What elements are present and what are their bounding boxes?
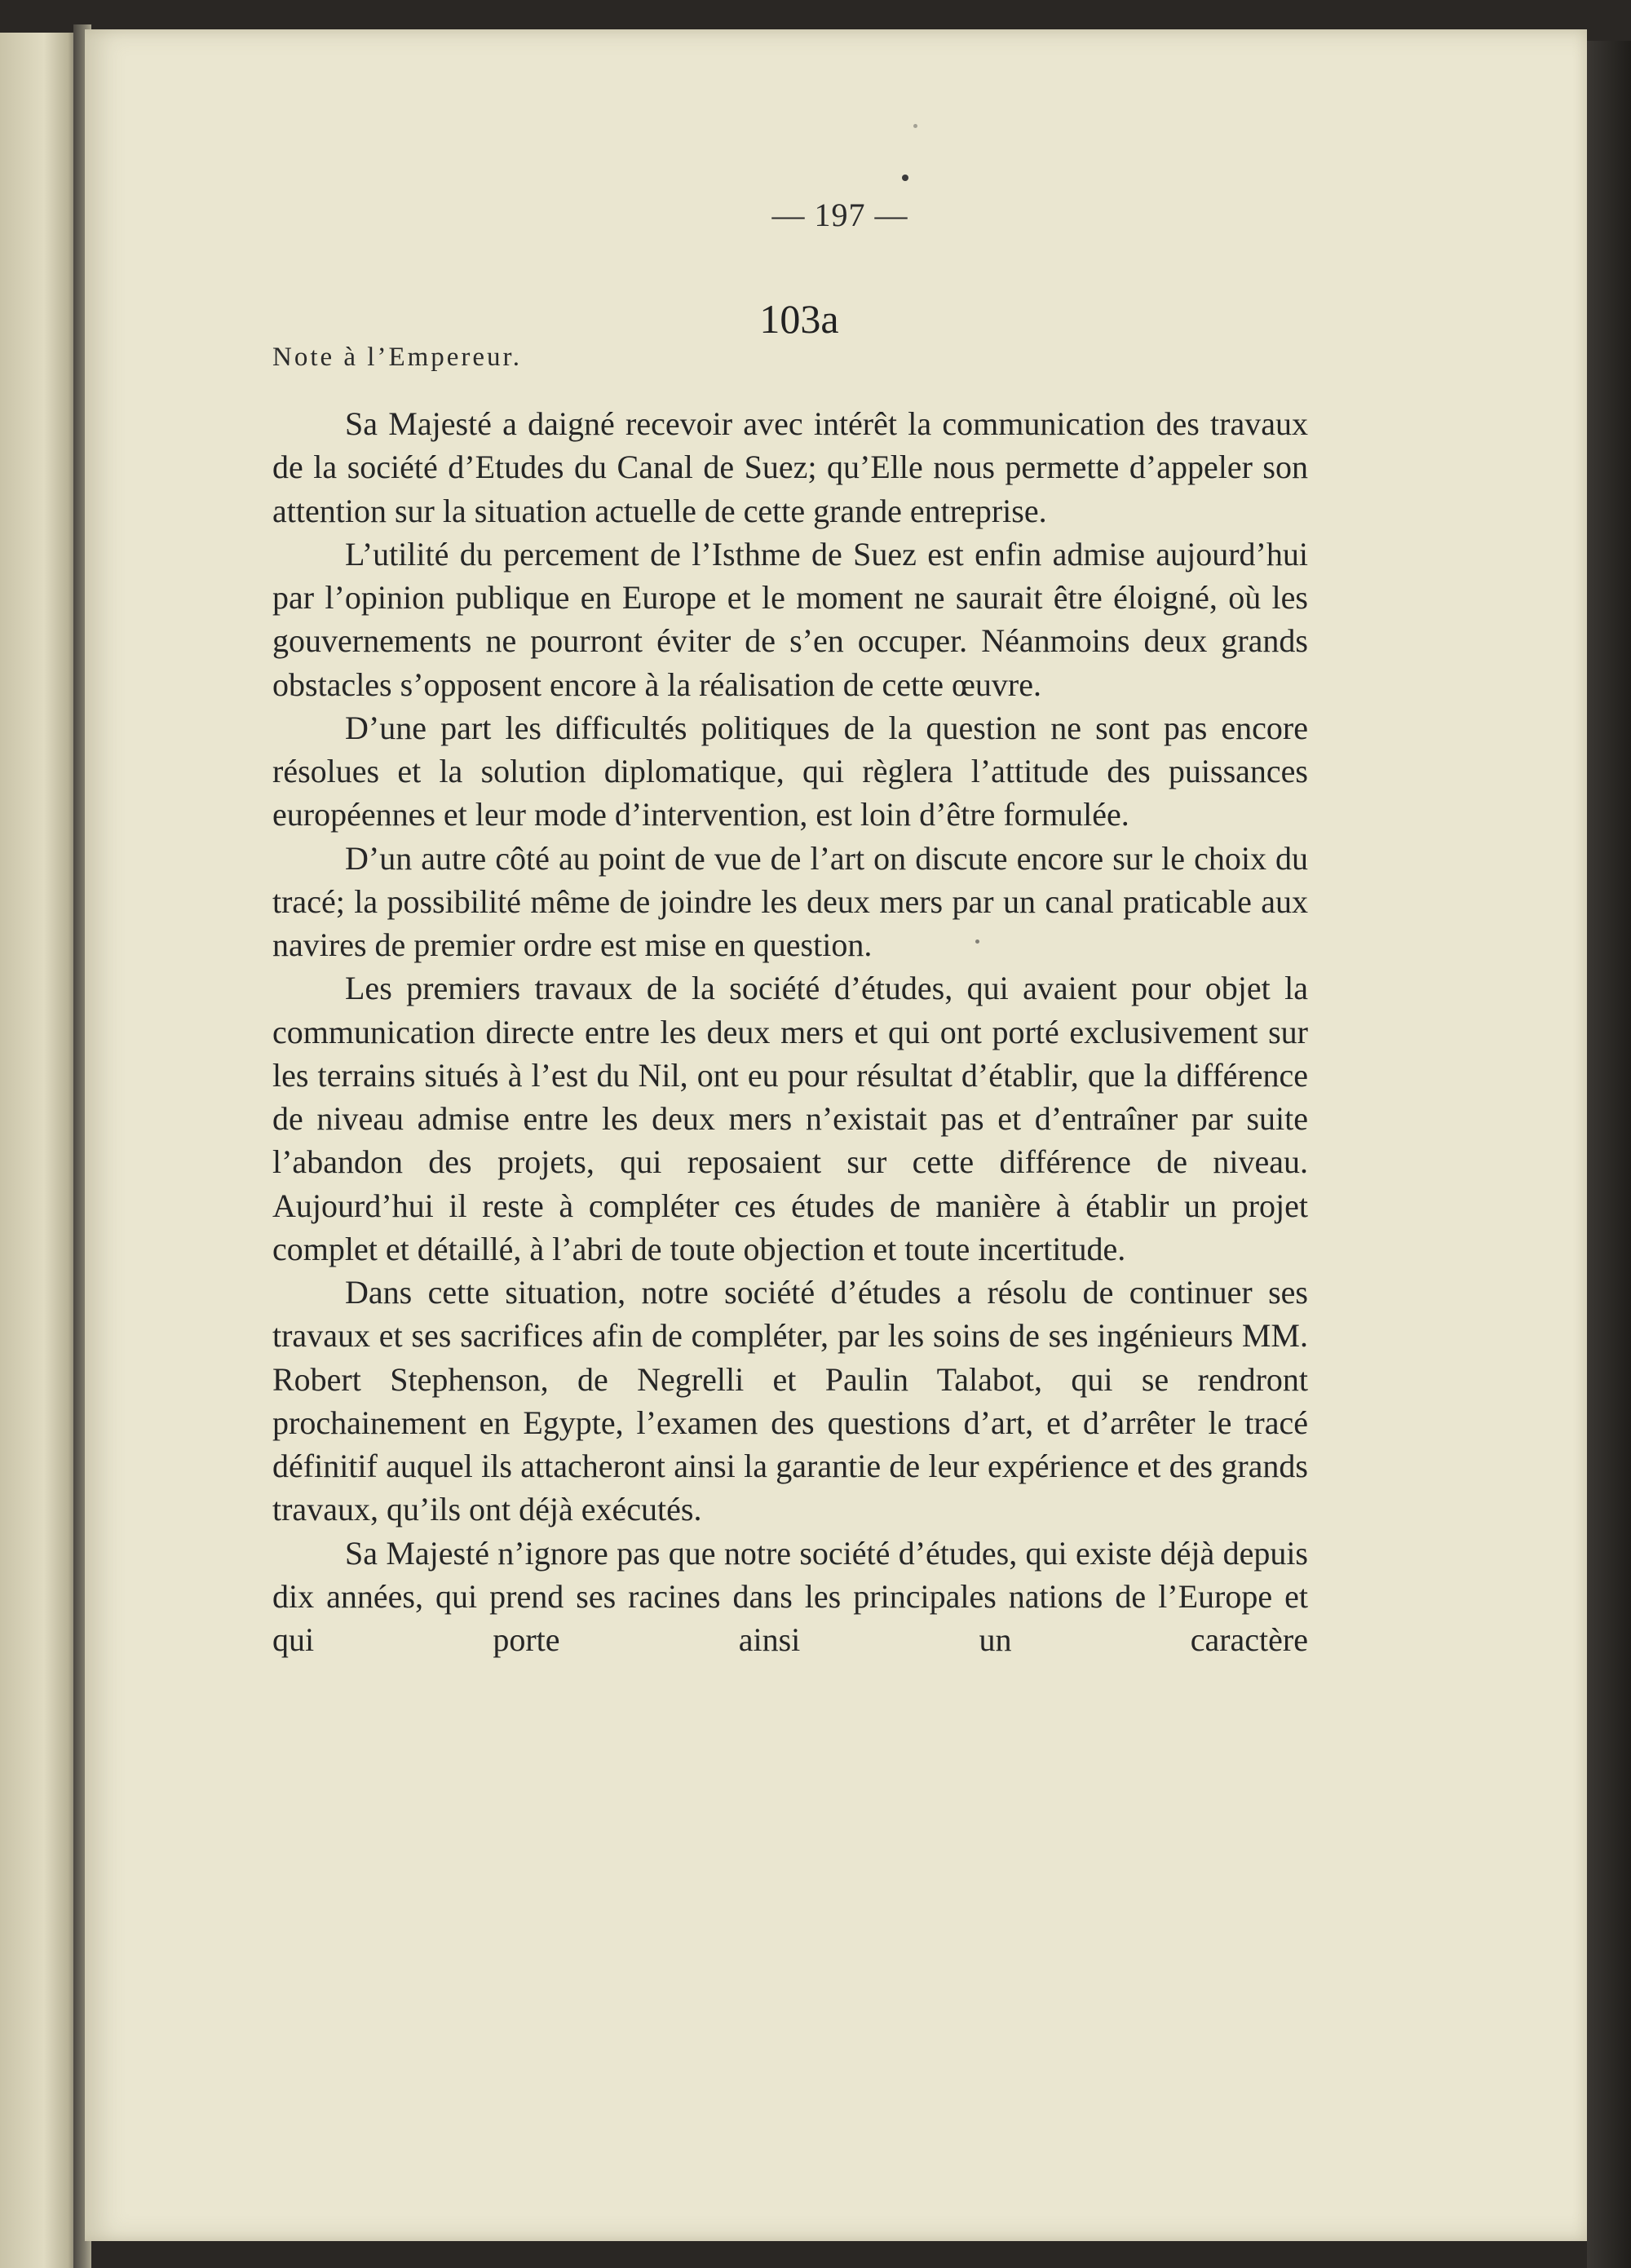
paragraph: Sa Majesté n’ignore pas que notre société d’études, qui existe déjà depuis dix années, qui prend ses racines dans les principales nations de l’Europe et qui porte ainsi un caractère [272,1534,1308,1658]
letter-body [272,402,1308,1661]
scan-border [1587,41,1631,2268]
page-number: — 197 — [771,197,908,233]
paragraph: Les premiers travaux de la société d’études, qui avaient pour objet la communication directe entre les deux mers et qui ont porté exclusivement sur les terrains situés à l’est du Nil, ont eu pour résultat d’établir, que la différence de niveau admise entre les deux mers n’existait pas et d’entraîner par suite l’abandon des projets, qui reposaient sur cette différence de niveau. Aujourd’hui il reste à compléter ces études de manière à établir un projet complet et détaillé, à l’abri de toute objection et toute incertitude. [272,970,1308,1267]
facing-page-edge [0,33,80,2268]
paragraph: D’une part les difficultés politiques de la question ne sont pas encore résolues et la solution diplomatique, qui règlera l’attitude des puissances européennes et leur mode d’intervention, est loin d’être formulée. [272,709,1308,833]
document-number: 103a [759,296,839,342]
paper-speck [902,175,908,181]
paragraph: L’utilité du percement de l’Isthme de Suez est enfin admise aujourd’hui par l’opinion publique en Europe et le moment ne saurait être éloigné, où les gouvernements ne pourront éviter de s’en occuper. Néanmoins deux grands obstacles s’opposent encore à la réalisation de cette œuvre. [272,535,1308,703]
paragraph: Dans cette situation, notre société d’études a résolu de continuer ses travaux et ses sacrifices afin de compléter, par les soins de ses ingénieurs MM. Robert Stephenson, de Negrelli et Paulin Talabot, qui se rendront prochainement en Egypte, l’examen des questions d’art, et d’arrêter le tracé définitif auquel ils attacheront ainsi la garantie de leur expérience et des grands travaux, qu’ils ont déjà exécutés. [272,1274,1308,1528]
paragraph: D’un autre côté au point de vue de l’art on discute encore sur le choix du tracé; la possibilité même de joindre les deux mers par un canal praticable aux navires de premier ordre est mise en question. [272,839,1308,963]
paper-speck [913,124,917,128]
paragraph: Sa Majesté a daigné recevoir avec intérêt la communication des travaux de la société d’Etudes du Canal de Suez; qu’Elle nous permette d’appeler son attention sur la situation actuelle de cette grande entreprise. [272,405,1308,529]
document-heading: Note à l’Empereur. [272,343,522,372]
